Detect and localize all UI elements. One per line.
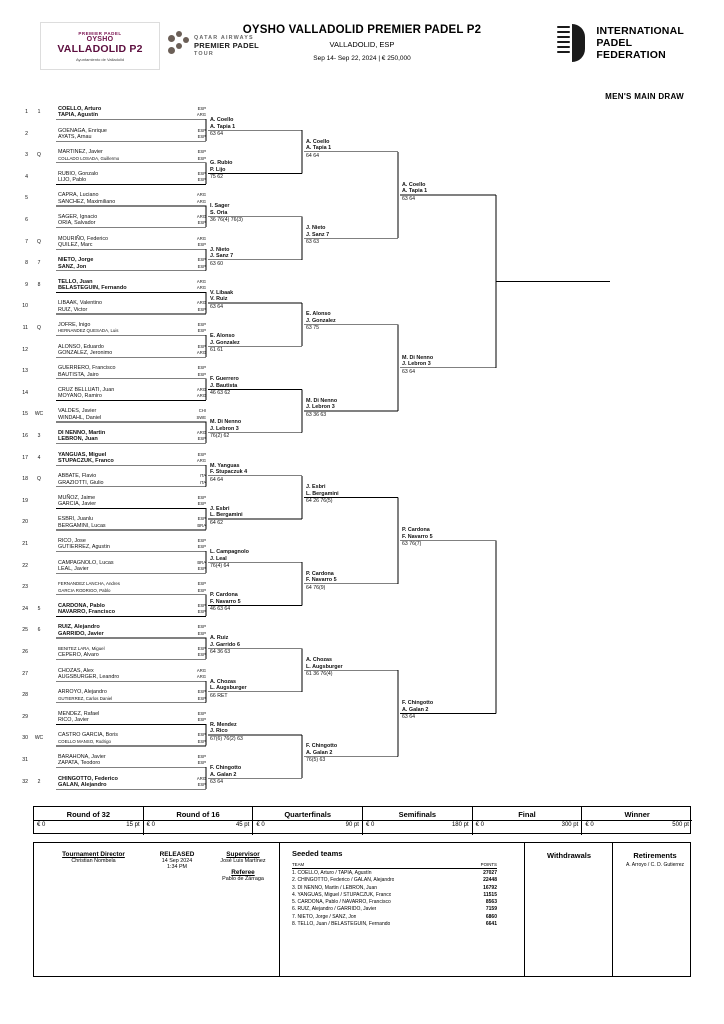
- r16-match-12: P. Cardona F. Navarro 5: [210, 592, 241, 605]
- entry-country-32: ARG ESP: [196, 775, 206, 787]
- entry-seed-3: Q: [37, 152, 41, 159]
- prize-cell-1: [34, 807, 144, 835]
- withdrawals-block: [532, 851, 606, 860]
- r16-match-score-11: 76(4) 64: [210, 563, 230, 569]
- prize-money-row: [33, 806, 691, 834]
- qf-match-6: P. Cardona F. Navarro 5: [306, 570, 337, 584]
- qf-match-3: E. Alonso J. Gonzalez: [306, 311, 336, 324]
- r16-match-14: A. Chozas L. Augsburger: [210, 678, 247, 692]
- logo-line-2: OYSHO: [86, 35, 114, 43]
- draw-bracket: [0, 100, 724, 800]
- entry-number-30: 30: [22, 735, 28, 742]
- r16-match-10: J. Esbri L. Bergamini: [210, 505, 243, 519]
- prize-cell-3: [253, 807, 363, 835]
- r16-match-score-13: 64 36 63: [210, 649, 231, 656]
- entry-number-26: 26: [22, 649, 28, 655]
- seeded-team-name: 6. RUIZ, Alejandro / GARRIDO, Javier: [292, 906, 377, 913]
- player-entry-28: ARROYO, Alejandro GUTIERREZ, Carlos Daniel: [58, 689, 113, 701]
- r16-match-score-3: 36 76(4) 76(3): [210, 217, 243, 224]
- entry-number-27: 27: [22, 670, 28, 677]
- retirement-item: A. Arroyo / C. D. Gutierrez: [625, 862, 685, 868]
- player-entry-5: CAPRA, Luciano SANCHEZ, Maximiliano: [58, 192, 116, 205]
- prize-points-5: 300 pt: [561, 822, 579, 828]
- entry-number-29: 29: [22, 713, 28, 720]
- entry-seed-1: 1: [37, 109, 41, 115]
- ipf-line-1: INTERNATIONAL: [596, 24, 684, 37]
- entry-country-16: ARG ESP: [196, 430, 206, 442]
- released-date: 14 Sep 2024: [161, 858, 193, 864]
- entry-country-18: ITA ITA: [199, 473, 206, 485]
- r16-match-13: A. Ruiz J. Garrido 6: [210, 635, 240, 648]
- r16-match-score-14: 66 RET: [210, 692, 228, 699]
- entry-country-21: ESP ESP: [197, 538, 206, 550]
- seeded-team-name: 1. COELLO, Arturo / TAPIA, Agustín: [292, 870, 372, 876]
- seeded-teams-title: Seeded teams: [292, 849, 343, 858]
- released-block: [146, 851, 208, 870]
- player-entry-3: MARTINEZ, Javier COLLADO LOSADA, Guillermo: [58, 149, 120, 161]
- qf-match-score-1: 64 64: [306, 152, 319, 159]
- entry-seed-8: 7: [37, 260, 41, 267]
- prize-money-2: € 0: [146, 822, 155, 828]
- ipf-mark-icon: [555, 22, 589, 64]
- supervisor-block: [210, 851, 276, 882]
- entry-number-22: 22: [22, 562, 28, 569]
- entry-number-9: 9: [25, 281, 28, 288]
- prize-round-label-2: Round of 16: [176, 810, 220, 819]
- seeded-team-points: 11515: [483, 891, 497, 898]
- qf-match-score-3: 63 75: [306, 325, 319, 332]
- r16-match-3: I. Sager S. Oria: [210, 203, 230, 216]
- seeded-teams-block: [292, 849, 517, 928]
- entry-country-27: ARG ARG: [196, 667, 206, 679]
- seeded-team-row: [292, 914, 497, 921]
- player-entry-27: CHOZAS, Alex AUGSBURGER, Leandro: [58, 667, 120, 680]
- retirements-title: Retirements: [633, 851, 677, 860]
- qatar-line-3: TOUR: [194, 50, 214, 57]
- referee-name: Pablo de Zárraga: [222, 876, 264, 882]
- tournament-dates: Sep 14- Sep 22, 2024 | € 250,000: [313, 55, 411, 62]
- qf-match-5: J. Esbri L. Bergamini: [306, 484, 339, 497]
- player-entry-31: BARAHONA, Javier ZAPATA, Teodoro: [58, 754, 106, 767]
- entry-seed-16: 3: [37, 433, 41, 439]
- prize-money-1: € 0: [37, 822, 46, 828]
- seeded-teams-table: [292, 862, 497, 928]
- prize-points-2: 45 pt: [235, 822, 250, 828]
- player-entry-24: CARDONA, Pablo NAVARRO, Francisco: [58, 602, 115, 616]
- logo-line-3: VALLADOLID P2: [57, 42, 143, 55]
- page-title: OYSHO VALLADOLID PREMIER PADEL P2: [242, 24, 482, 36]
- entry-seed-11: Q: [37, 325, 41, 331]
- entry-number-28: 28: [22, 692, 28, 699]
- player-entry-4: RUBIO, Gonzalo LIJO, Pablo: [58, 170, 99, 184]
- prize-round-label-1: Round of 32: [66, 810, 110, 819]
- player-entry-8: NIETO, Jorge SANZ, Jon: [58, 257, 94, 270]
- r16-match-score-2: 75 62: [210, 174, 223, 181]
- seeded-team-points: 16792: [483, 884, 497, 891]
- player-entry-20: ESBRI, Juanlu BERGAMINI, Lucas: [58, 516, 106, 529]
- entry-seed-7: Q: [37, 238, 41, 245]
- sf-match-score-4: 63 64: [402, 714, 415, 721]
- prize-points-1: 15 pt: [126, 822, 140, 828]
- sf-match-3: P. Cardona F. Navarro 5: [402, 527, 433, 540]
- prize-cell-2: [144, 807, 254, 835]
- prize-points-3: 90 pt: [345, 822, 359, 828]
- r16-match-6: E. Alonso J. Gonzalez: [210, 333, 240, 346]
- player-entry-10: LIBAAK, Valentino RUIZ, Victor: [58, 300, 102, 313]
- entry-number-14: 14: [22, 389, 28, 396]
- seeded-team-row: [292, 906, 497, 913]
- player-entry-12: ALONSO, Eduardo GONZALEZ, Jeronimo: [58, 343, 113, 356]
- header: [0, 0, 724, 101]
- entry-number-1: 1: [25, 109, 28, 115]
- r16-match-9: M. Yanguas F. Stupaczuk 4: [210, 462, 248, 476]
- qf-match-score-4: 63 36 63: [306, 411, 327, 418]
- entry-number-12: 12: [22, 346, 28, 353]
- qf-match-score-2: 63 63: [306, 239, 319, 245]
- entry-country-14: ARG ARG: [196, 386, 206, 399]
- entry-country-4: ESP ESP: [197, 170, 206, 183]
- entry-country-13: ESP ESP: [197, 365, 206, 377]
- sf-match-2: M. Di Nenno J. Lebron 3: [402, 354, 434, 368]
- sf-match-1: A. Coello A. Tapia 1: [402, 181, 428, 195]
- qf-match-4: M. Di Nenno J. Lebron 3: [306, 397, 338, 411]
- entry-number-18: 18: [22, 476, 28, 483]
- entry-number-10: 10: [22, 303, 28, 310]
- entry-number-5: 5: [25, 195, 28, 202]
- qatar-line-1: QATAR AIRWAYS: [194, 34, 254, 41]
- entry-seed-24: 5: [37, 605, 41, 612]
- player-entry-2: GOENAGA, Enrique AYATS, Arnau: [58, 127, 107, 140]
- entry-country-8: ESP ESP: [197, 257, 206, 269]
- entry-country-25: ESP ESP: [197, 624, 206, 636]
- player-entry-14: CRUZ BELLUATI, Juan MOYANO, Ramiro: [58, 386, 115, 400]
- entry-country-11: ESP ESP: [197, 322, 206, 334]
- r16-match-11: L. Campagnolo J. Leal: [210, 549, 249, 562]
- r16-match-4: J. Nieto J. Sanz 7: [210, 246, 234, 260]
- entry-country-2: ESP ESP: [197, 127, 206, 139]
- entry-country-22: BRA ESP: [197, 559, 206, 571]
- entry-country-9: ARG ARG: [196, 278, 206, 291]
- qf-match-score-6: 64 76(9): [306, 584, 326, 591]
- prize-cell-4: [363, 807, 473, 835]
- entry-country-20: ESP BRA: [197, 516, 206, 528]
- entry-number-17: 17: [22, 454, 28, 461]
- qf-match-8: F. Chingotto A. Galan 2: [306, 743, 338, 756]
- entry-country-17: ESP ARG: [196, 451, 206, 463]
- qf-match-7: A. Chozas L. Augsburger: [306, 657, 343, 670]
- qf-match-1: A. Coello A. Tapia 1: [306, 138, 332, 152]
- entry-country-24: ESP ESP: [197, 602, 206, 615]
- entry-number-6: 6: [25, 217, 28, 223]
- player-entry-29: MENDEZ, Rafael RICO, Javier: [58, 710, 100, 724]
- prize-money-3: € 0: [256, 822, 265, 828]
- prize-points-6: 500 pt: [672, 822, 689, 828]
- seeded-team-row: [292, 892, 497, 899]
- player-entry-13: GUERRERO, Francisco BAUTISTA, Jairo: [58, 365, 116, 378]
- seeded-col-points: POINTS: [480, 862, 497, 867]
- r16-match-score-4: 63 60: [210, 260, 223, 267]
- entry-country-26: ESP ESP: [197, 646, 206, 658]
- federation-logo: [555, 22, 684, 64]
- entry-seed-25: 6: [37, 627, 41, 634]
- tournament-director-block: [46, 851, 141, 864]
- referee-title: Referee: [231, 869, 255, 876]
- entry-country-23: ESP ESP: [197, 581, 206, 593]
- player-entry-22: CAMPAGNOLO, Lucas LEAL, Javier: [58, 559, 114, 572]
- prize-money-5: € 0: [475, 822, 484, 828]
- entry-country-19: ESP ESP: [197, 494, 206, 507]
- seeded-team-row: [292, 870, 497, 877]
- entry-country-10: ARG ESP: [196, 300, 206, 312]
- qf-match-score-8: 76(5) 63: [306, 757, 326, 764]
- retirements-block: [620, 851, 690, 868]
- r16-match-score-16: 63 64: [210, 779, 223, 785]
- entry-country-15: CHI SWE: [196, 408, 206, 420]
- ipf-line-2: PADEL: [596, 36, 633, 49]
- entry-number-23: 23: [22, 584, 28, 591]
- seeded-team-row: [292, 885, 497, 892]
- player-entry-18: ABBATE, Flavio GRAZIOTTI, Giulio: [58, 473, 104, 486]
- r16-match-score-8: 76(2) 62: [210, 433, 230, 440]
- entry-number-8: 8: [25, 260, 28, 267]
- player-entry-23: FERNANDEZ LANCHA, Andres GARCIA RODRIGO, Pablo: [58, 581, 120, 593]
- federation-text: [596, 25, 684, 61]
- entry-number-3: 3: [25, 152, 28, 159]
- player-entry-1: COELLO, Arturo TAPIA, Agustín: [58, 106, 102, 119]
- player-entry-6: SAGER, Ignacio ORIA, Salvador: [58, 214, 98, 227]
- sf-match-score-3: 63 76(7): [402, 541, 422, 548]
- qf-match-score-5: 64 26 76(5): [306, 498, 333, 505]
- entry-number-2: 2: [25, 130, 28, 137]
- seeded-col-team: TEAM: [292, 862, 305, 867]
- entry-seed-15: WC: [34, 411, 44, 418]
- released-time: 1:34 PM: [166, 864, 188, 870]
- entry-country-12: ESP ARG: [196, 343, 206, 355]
- r16-match-score-5: 63 64: [210, 303, 223, 310]
- prize-round-label-6: Winner: [624, 810, 650, 819]
- supervisor-title: Supervisor: [226, 851, 260, 858]
- r16-match-score-7: 46 63 62: [210, 390, 231, 397]
- seeded-team-points: 6860: [485, 913, 497, 920]
- seeded-team-points: 6641: [485, 921, 497, 928]
- player-entry-30: CASTRO GARCIA, Boris COELLO MANSO, Rodrigo: [58, 732, 118, 744]
- seeded-team-name: 7. NIETO, Jorge / SANZ, Jon: [292, 913, 357, 920]
- entry-country-1: ESP ARG: [196, 106, 206, 118]
- entry-number-11: 11: [22, 325, 28, 331]
- player-entry-21: RICO, Jose GUTIERREZ, Agustin: [58, 538, 110, 551]
- entry-number-32: 32: [22, 778, 28, 785]
- r16-match-2: G. Rubio P. Lijo: [210, 160, 233, 173]
- withdrawals-title: Withdrawals: [546, 851, 592, 860]
- r16-match-score-6: 61 61: [210, 347, 223, 353]
- prize-cell-5: [473, 807, 583, 835]
- entry-number-24: 24: [22, 605, 28, 612]
- tournament-director-title: Tournament Director: [62, 851, 125, 858]
- seeded-team-name: 3. DI NENNO, Martin / LEBRON, Juan: [292, 884, 378, 891]
- seeded-team-points: 8563: [485, 899, 497, 906]
- r16-match-15: R. Mendez J. Rico: [210, 721, 237, 735]
- sf-match-score-1: 63 64: [402, 195, 415, 202]
- entry-country-5: ARG ARG: [196, 192, 206, 204]
- player-entry-17: YANGUAS, Miguel STUPACZUK, Franco: [58, 451, 114, 464]
- player-entry-15: VALDES, Javier WINDAHL, Daniel: [58, 408, 102, 421]
- entry-country-3: ESP ESP: [197, 149, 206, 161]
- seeded-table-header: [292, 862, 497, 869]
- player-entry-32: CHINGOTTO, Federico GALAN, Alejandro: [58, 775, 118, 788]
- player-entry-25: RUIZ, Alejandro GARRIDO, Javier: [58, 624, 104, 637]
- ipf-line-3: FEDERATION: [596, 49, 666, 62]
- r16-match-8: M. Di Nenno J. Lebron 3: [210, 419, 242, 432]
- tournament-location: VALLADOLID, ESP: [329, 40, 395, 49]
- entry-number-25: 25: [22, 627, 28, 634]
- entry-number-15: 15: [22, 411, 28, 418]
- player-entry-19: MUÑOZ, Jaime GARCIA, Javier: [58, 494, 97, 508]
- r16-match-score-15: 67(6) 76(2) 63: [210, 735, 243, 742]
- entry-number-20: 20: [22, 519, 28, 526]
- seeded-team-name: 4. YANGUAS, Miguel / STUPACZUK, Franco: [292, 891, 392, 898]
- seeded-team-points: 27027: [483, 870, 497, 876]
- prize-round-label-4: Semifinals: [398, 810, 437, 819]
- r16-match-16: F. Chingotto A. Galan 2: [210, 765, 242, 778]
- seeded-team-row: [292, 877, 497, 884]
- qatar-line-2: PREMIER PADEL: [194, 41, 260, 51]
- entry-number-21: 21: [22, 541, 28, 547]
- seeded-team-points: 22448: [483, 877, 497, 884]
- player-entry-26: BENITEZ LARA, Miguel CEPERO, Alvaro: [58, 646, 105, 659]
- logo-line-4: Ayuntamiento de Valladolid: [75, 56, 125, 62]
- player-entry-9: TELLO, Juan BELASTEGUIN, Fernando: [58, 278, 127, 292]
- logo-line-1: PREMIER PADEL: [78, 30, 122, 36]
- prize-round-label-5: Final: [518, 810, 536, 819]
- entry-country-28: ESP ESP: [197, 689, 206, 701]
- entry-number-19: 19: [22, 497, 28, 504]
- r16-match-1: A. Coello A. Tapia 1: [210, 117, 236, 130]
- entry-country-29: ESP ESP: [197, 710, 206, 723]
- r16-match-score-1: 63 64: [210, 131, 223, 137]
- seeded-team-row: [292, 921, 497, 928]
- entry-number-16: 16: [22, 433, 28, 439]
- sf-match-4: F. Chingotto A. Galan 2: [402, 700, 434, 713]
- entry-country-7: ARG ESP: [196, 235, 206, 247]
- prize-cell-6: [582, 807, 692, 835]
- entry-number-13: 13: [22, 368, 28, 375]
- r16-match-score-12: 46 63 64: [210, 606, 231, 613]
- r16-match-score-10: 64 62: [210, 519, 223, 526]
- prize-money-6: € 0: [585, 822, 594, 828]
- seeded-team-name: 5. CARDONA, Pablo / NAVARRO, Francisco: [292, 899, 391, 906]
- prize-round-label-3: Quarterfinals: [284, 810, 331, 819]
- qf-match-2: J. Nieto J. Sanz 7: [306, 225, 330, 238]
- entry-number-7: 7: [25, 238, 28, 245]
- seeded-team-name: 2. CHINGOTTO, Federico / GALAN, Alejandro: [292, 877, 395, 884]
- qf-match-score-7: 61 36 76(4): [306, 671, 333, 677]
- entry-country-6: ARG ESP: [196, 214, 206, 226]
- seeded-team-name: 8. TELLO, Juan / BELASTEGUIN, Fernando: [292, 921, 391, 928]
- entry-seed-32: 2: [37, 778, 41, 785]
- player-entry-11: JOFRE, Inigo HERNANDEZ QUESADA, Luis: [58, 322, 119, 334]
- entry-number-4: 4: [25, 173, 28, 180]
- r16-match-score-9: 64 64: [210, 476, 223, 483]
- draw-label: MEN'S MAIN DRAW: [605, 92, 684, 101]
- entry-seed-9: 8: [37, 281, 41, 288]
- tournament-director-name: Christian Nombela: [71, 858, 116, 864]
- player-entry-7: MOURIÑO, Federico QUILEZ, Marc: [58, 235, 109, 248]
- r16-match-5: V. Libaak V. Ruiz: [210, 289, 234, 303]
- prize-money-4: € 0: [366, 822, 375, 828]
- entry-country-31: ESP ESP: [197, 754, 206, 766]
- released-title: RELEASED: [159, 851, 195, 858]
- sf-match-score-2: 63 64: [402, 368, 415, 375]
- prize-points-4: 180 pt: [451, 822, 469, 828]
- entry-seed-17: 4: [37, 454, 41, 461]
- footer: [33, 842, 691, 977]
- seeded-team-points: 7159: [485, 906, 497, 913]
- r16-match-7: F. Guerrero J. Bautista: [210, 376, 239, 389]
- player-entry-16: DI NENNO, Martin LEBRON, Juan: [58, 430, 106, 443]
- entry-number-31: 31: [22, 757, 28, 763]
- entry-seed-30: WC: [34, 735, 44, 742]
- supervisor-name: José Luis Martínez: [220, 858, 266, 864]
- entry-country-30: ESP ESP: [197, 732, 206, 744]
- seeded-team-row: [292, 899, 497, 906]
- entry-seed-18: Q: [37, 476, 41, 483]
